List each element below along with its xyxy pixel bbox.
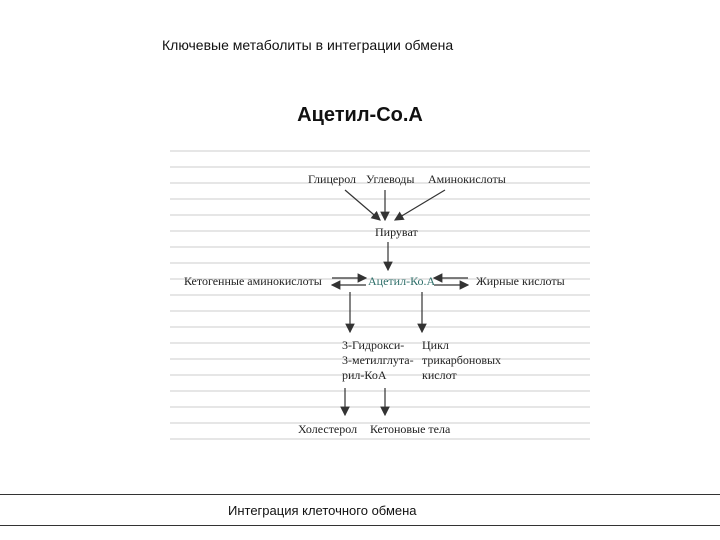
- node-ketogenic-amino-acids: Кетогенные аминокислоты: [184, 274, 322, 288]
- footer-caption: Интеграция клеточного обмена: [228, 503, 417, 518]
- node-tca-line3: кислот: [422, 368, 457, 382]
- node-amino-acids: Аминокислоты: [428, 172, 506, 186]
- arrow-amino-pyruvate: [395, 190, 445, 220]
- node-tca-line1: Цикл: [422, 338, 449, 352]
- slide-title: Ключевые метаболиты в интеграции обмена: [162, 37, 454, 53]
- node-pyruvate: Пируват: [375, 225, 418, 239]
- footer-divider-top: [0, 494, 720, 495]
- node-hmg-coa-line1: 3-Гидрокси-: [342, 338, 405, 352]
- node-carbohydrates: Углеводы: [366, 172, 415, 186]
- node-fatty-acids: Жирные кислоты: [476, 274, 565, 288]
- main-heading: Ацетил-Со.А: [297, 104, 423, 126]
- diagram-arrows: [170, 150, 590, 450]
- node-ketone-bodies: Кетоновые тела: [370, 422, 451, 436]
- arrow-glycerol-pyruvate: [345, 190, 380, 220]
- footer-divider-bottom: [0, 525, 720, 526]
- node-cholesterol: Холестерол: [298, 422, 358, 436]
- node-tca-line2: трикарбоновых: [422, 353, 502, 367]
- metabolism-diagram: [170, 150, 590, 450]
- node-hmg-coa-line3: рил-КоА: [342, 368, 387, 382]
- node-hmg-coa-line2: 3-метилглута-: [342, 353, 414, 367]
- node-acetyl-coa: Ацетил-Ко.А: [368, 274, 436, 288]
- node-glycerol: Глицерол: [308, 172, 357, 186]
